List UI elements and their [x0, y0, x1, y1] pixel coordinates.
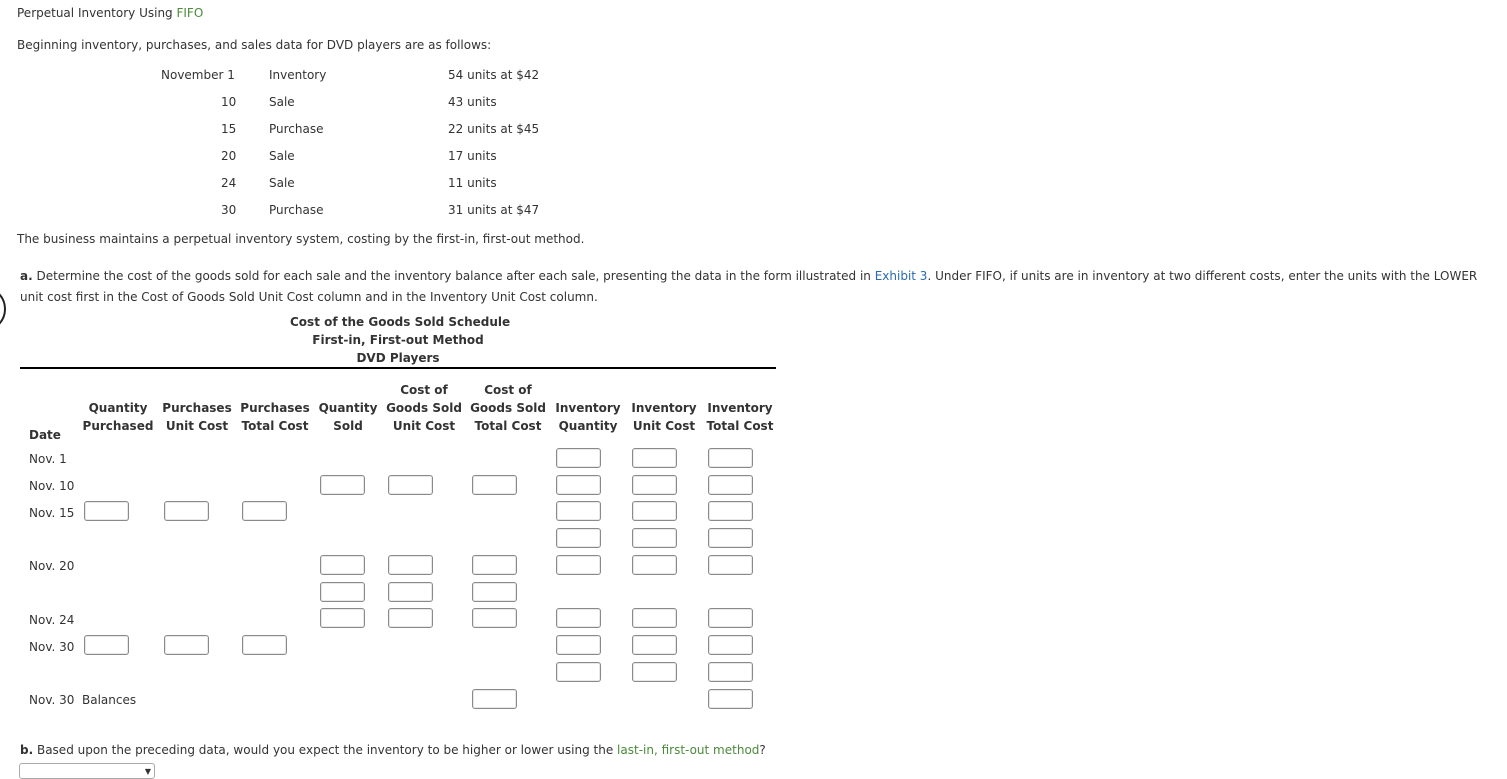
part-a-label: a. [20, 269, 33, 283]
cogs-total-balance-input[interactable] [472, 689, 517, 709]
header-line: Cost of [400, 383, 448, 397]
row-label-nov20: Nov. 20 [29, 559, 75, 573]
txn-type: Sale [269, 149, 295, 163]
inventory-quantity-input[interactable] [556, 475, 601, 495]
txn-detail: 31 units at $47 [448, 203, 540, 217]
col-header-inventory-quantity [552, 399, 624, 435]
inventory-total-cost-input[interactable] [708, 475, 753, 495]
header-line: Total Cost [241, 419, 309, 433]
txn-type: Purchase [269, 122, 324, 136]
quantity-purchased-input[interactable] [84, 501, 129, 521]
inventory-unit-cost-input[interactable] [632, 475, 677, 495]
inventory-unit-cost-input[interactable] [632, 608, 677, 628]
inventory-quantity-input[interactable] [556, 555, 601, 575]
purchases-unit-cost-input[interactable] [164, 501, 209, 521]
header-line: Goods Sold [470, 401, 546, 415]
inventory-total-cost-input[interactable] [708, 608, 753, 628]
header-line: Sold [333, 419, 363, 433]
cogs-unit-cost-input[interactable] [388, 582, 433, 602]
header-line: Cost of [484, 383, 532, 397]
intro-text: Beginning inventory, purchases, and sales data for DVD players are as follows: [17, 38, 492, 52]
header-line: Quantity [88, 401, 148, 415]
cogs-unit-cost-input[interactable] [388, 555, 433, 575]
row-label-nov24: Nov. 24 [29, 613, 75, 627]
page-title [17, 6, 203, 20]
inventory-unit-cost-input[interactable] [632, 662, 677, 682]
inventory-total-cost-input[interactable] [708, 501, 753, 521]
lifo-link[interactable]: last-in, first-out method [617, 743, 760, 757]
cogs-total-cost-input[interactable] [472, 608, 517, 628]
inventory-total-cost-input[interactable] [708, 528, 753, 548]
quantity-sold-input[interactable] [320, 582, 365, 602]
inventory-total-balance-input[interactable] [708, 689, 753, 709]
txn-detail: 54 units at $42 [448, 68, 540, 82]
header-line: Total Cost [706, 419, 774, 433]
header-line: Inventory [555, 401, 621, 415]
inventory-total-cost-input[interactable] [708, 448, 753, 468]
txn-date: 15 [221, 122, 237, 136]
inventory-quantity-input[interactable] [556, 662, 601, 682]
part-b-label: b. [20, 743, 34, 757]
inventory-quantity-input[interactable] [556, 448, 601, 468]
inventory-unit-cost-input[interactable] [632, 555, 677, 575]
quantity-purchased-input[interactable] [84, 635, 129, 655]
header-line: Unit Cost [632, 419, 696, 433]
part-a-text-after: . Under FIFO, if units are in inventory at two different costs, enter the units with the LOWER [927, 269, 1478, 283]
col-header-date: Date [29, 428, 61, 442]
txn-type: Sale [269, 95, 295, 109]
col-header-cogs-unit-cost [384, 381, 464, 435]
txn-date: 24 [221, 176, 237, 190]
step-indicator [0, 286, 6, 332]
cogs-total-cost-input[interactable] [472, 555, 517, 575]
purchases-unit-cost-input[interactable] [164, 635, 209, 655]
inventory-total-cost-input[interactable] [708, 555, 753, 575]
schedule-subtitle: First-in, First-out Method [312, 333, 484, 347]
quantity-sold-input[interactable] [320, 555, 365, 575]
part-b-text: Based upon the preceding data, would you expect the inventory to be higher or lower using the [33, 743, 618, 757]
header-line: Purchases [162, 401, 232, 415]
inventory-unit-cost-input[interactable] [632, 635, 677, 655]
title-text: Perpetual Inventory Using [17, 6, 177, 20]
txn-detail: 22 units at $45 [448, 122, 540, 136]
cogs-total-cost-input[interactable] [472, 582, 517, 602]
fifo-link[interactable]: FIFO [176, 6, 204, 20]
txn-date: 30 [221, 203, 237, 217]
txn-date: November 1 [161, 68, 235, 82]
col-header-quantity-purchased [82, 399, 154, 435]
txn-type: Inventory [269, 68, 327, 82]
header-line: Unit Cost [392, 419, 456, 433]
part-b-question [20, 743, 766, 757]
inventory-unit-cost-input[interactable] [632, 448, 677, 468]
txn-type: Sale [269, 176, 295, 190]
header-line: Purchases [240, 401, 310, 415]
txn-detail: 11 units [448, 176, 497, 190]
col-header-inventory-unit-cost [628, 399, 700, 435]
header-rule [20, 367, 776, 369]
header-line: Purchased [82, 419, 154, 433]
exhibit-3-link[interactable]: Exhibit 3 [874, 269, 928, 283]
purchases-total-cost-input[interactable] [242, 501, 287, 521]
quantity-sold-input[interactable] [320, 608, 365, 628]
cogs-total-cost-input[interactable] [472, 475, 517, 495]
part-a-line1 [20, 269, 1477, 283]
inventory-quantity-input[interactable] [556, 528, 601, 548]
dropdown-caret-icon: ▼ [144, 767, 151, 776]
method-note: The business maintains a perpetual inventory system, costing by the first-in, first-out method. [17, 232, 585, 246]
inventory-quantity-input[interactable] [556, 608, 601, 628]
col-header-purchases-total-cost [238, 399, 312, 435]
higher-lower-select[interactable] [19, 763, 155, 779]
inventory-unit-cost-input[interactable] [632, 528, 677, 548]
row-label-nov15: Nov. 15 [29, 506, 75, 520]
col-header-quantity-sold [317, 399, 379, 435]
inventory-total-cost-input[interactable] [708, 635, 753, 655]
col-header-cogs-total-cost [468, 381, 548, 435]
col-header-inventory-total-cost [704, 399, 776, 435]
header-line: Unit Cost [165, 419, 229, 433]
txn-detail: 43 units [448, 95, 497, 109]
row-label-balances: Nov. 30 Balances [29, 693, 137, 707]
header-line: Total Cost [474, 419, 542, 433]
col-header-purchases-unit-cost [161, 399, 233, 435]
cogs-unit-cost-input[interactable] [388, 608, 433, 628]
inventory-quantity-input[interactable] [556, 635, 601, 655]
part-b-text-after: ? [759, 743, 766, 757]
txn-date: 20 [221, 149, 237, 163]
row-label-nov1: Nov. 1 [29, 452, 67, 466]
header-line: Inventory [707, 401, 773, 415]
inventory-unit-cost-input[interactable] [632, 501, 677, 521]
header-line: Quantity [318, 401, 378, 415]
cogs-unit-cost-input[interactable] [388, 475, 433, 495]
header-line: Goods Sold [386, 401, 462, 415]
row-label-nov30: Nov. 30 [29, 640, 75, 654]
part-a-line2: unit cost first in the Cost of Goods Sold Unit Cost column and in the Inventory Unit Cost column. [20, 290, 598, 304]
header-line: Inventory [631, 401, 697, 415]
txn-date: 10 [221, 95, 237, 109]
quantity-sold-input[interactable] [320, 475, 365, 495]
txn-detail: 17 units [448, 149, 497, 163]
inventory-quantity-input[interactable] [556, 501, 601, 521]
row-label-nov10: Nov. 10 [29, 479, 75, 493]
schedule-product: DVD Players [356, 351, 440, 365]
txn-type: Purchase [269, 203, 324, 217]
part-a-text: Determine the cost of the goods sold for each sale and the inventory balance after each sale, presenting the data in the form illustrated in [32, 269, 875, 283]
schedule-title: Cost of the Goods Sold Schedule [290, 315, 511, 329]
purchases-total-cost-input[interactable] [242, 635, 287, 655]
inventory-total-cost-input[interactable] [708, 662, 753, 682]
header-line: Quantity [558, 419, 618, 433]
